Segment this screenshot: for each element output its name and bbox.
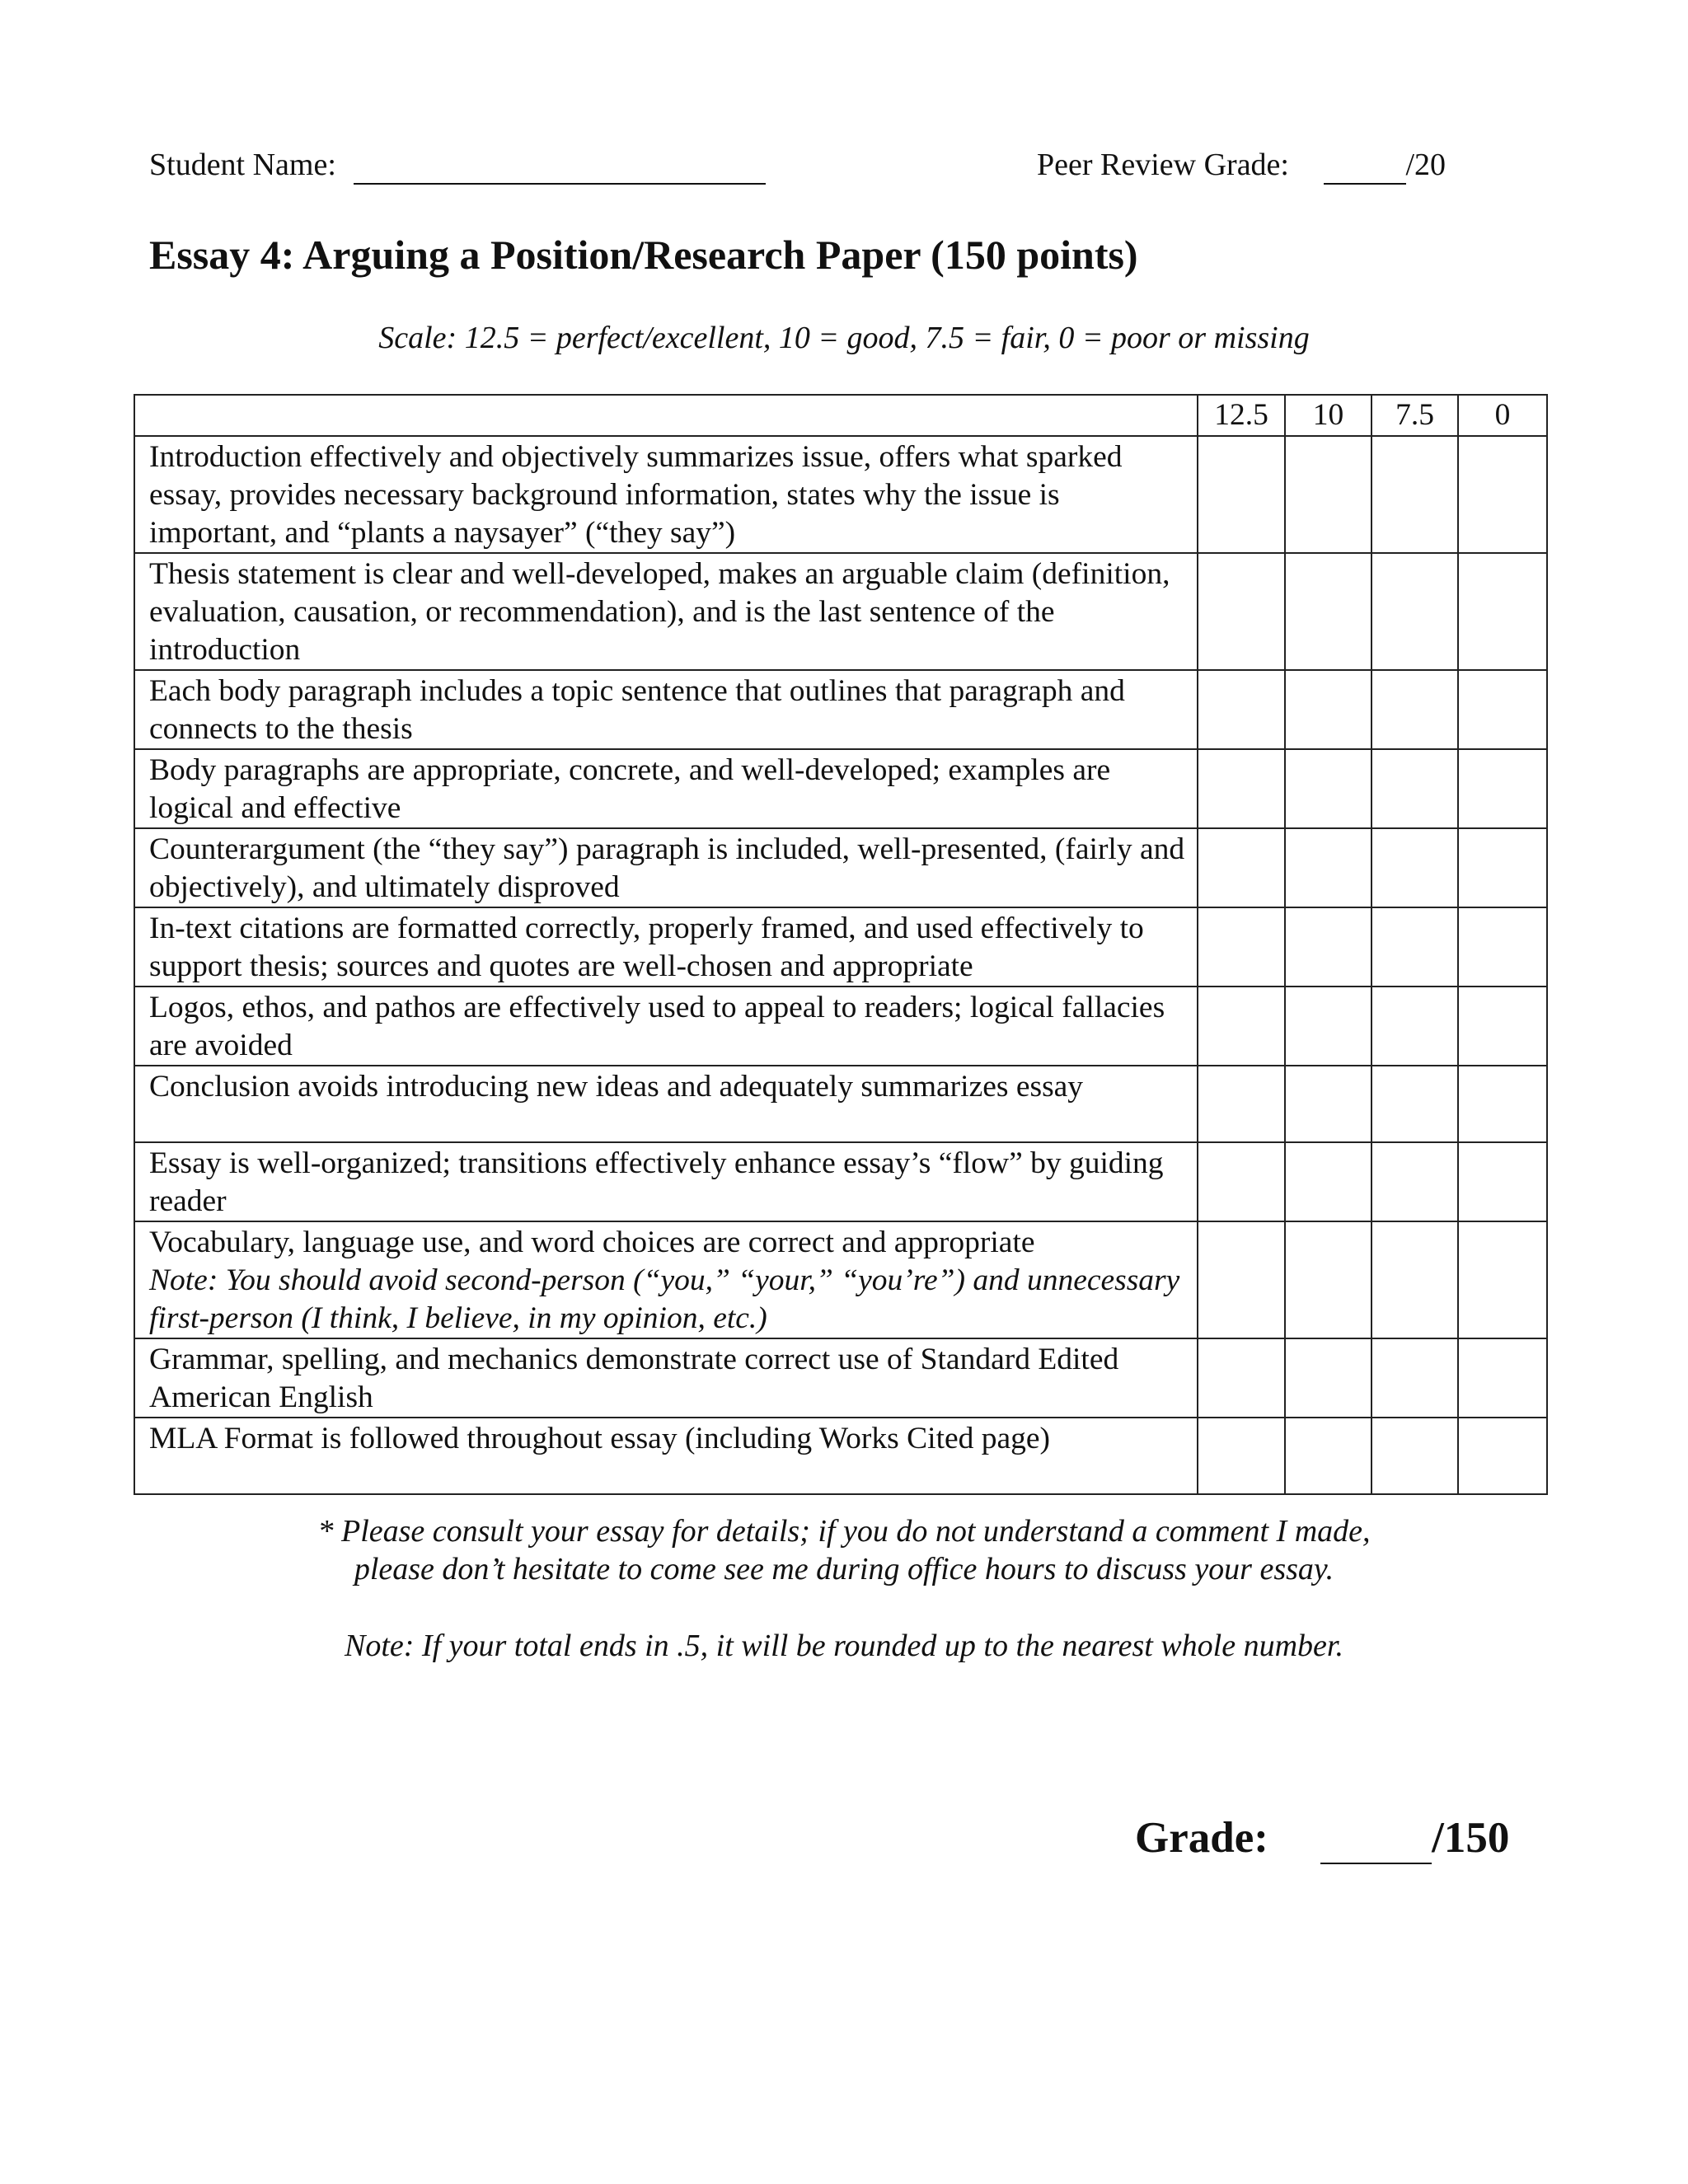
criterion-cell <box>134 987 1198 1066</box>
score-cell[interactable] <box>1372 828 1458 907</box>
criterion-text: Logos, ethos, and pathos are effectively used to appeal to readers; logical fallacies are avoided <box>149 991 1165 1062</box>
score-cell[interactable] <box>1372 1418 1458 1494</box>
score-cell[interactable] <box>1458 828 1547 907</box>
score-cell[interactable] <box>1285 828 1372 907</box>
score-cell[interactable] <box>1372 987 1458 1066</box>
score-cell[interactable] <box>1458 1418 1547 1494</box>
criterion-text: Thesis statement is clear and well-developed, makes an arguable claim (definition, evaluation, causation, or recommendation), and is the last sentence of the introduction <box>149 557 1170 667</box>
criterion-text: Body paragraphs are appropriate, concrete, and well-developed; examples are logical and effective <box>149 753 1111 825</box>
score-cell[interactable] <box>1198 436 1285 553</box>
score-cell[interactable] <box>1458 436 1547 553</box>
rubric-header-row <box>134 395 1547 436</box>
score-cell[interactable] <box>1372 1221 1458 1338</box>
score-cell[interactable] <box>1458 670 1547 749</box>
final-grade-field <box>1135 1813 1509 1864</box>
score-cell[interactable] <box>1285 1142 1372 1221</box>
score-cell[interactable] <box>1458 1221 1547 1338</box>
score-column-header: 10 <box>1285 395 1372 436</box>
rubric-row <box>134 828 1547 907</box>
criterion-cell <box>134 1066 1198 1142</box>
grade-blank[interactable] <box>1320 1813 1432 1864</box>
criterion-cell <box>134 749 1198 828</box>
grade-label: Grade: <box>1135 1814 1268 1862</box>
score-cell[interactable] <box>1198 553 1285 670</box>
score-cell[interactable] <box>1372 1142 1458 1221</box>
score-cell[interactable] <box>1285 987 1372 1066</box>
rubric-row <box>134 1338 1547 1418</box>
rubric-row <box>134 1142 1547 1221</box>
score-column-header: 0 <box>1458 395 1547 436</box>
rubric-row <box>134 670 1547 749</box>
criterion-text: Essay is well-organized; transitions effectively enhance essay’s “flow” by guiding reader <box>149 1146 1164 1218</box>
rubric-row <box>134 1418 1547 1494</box>
rounding-note: Note: If your total ends in .5, it will be rounded up to the nearest whole number. <box>344 1629 1343 1663</box>
score-cell[interactable] <box>1372 749 1458 828</box>
criterion-cell <box>134 670 1198 749</box>
criterion-cell <box>134 1418 1198 1494</box>
score-cell[interactable] <box>1198 987 1285 1066</box>
score-cell[interactable] <box>1372 553 1458 670</box>
scale-description: Scale: 12.5 = perfect/excellent, 10 = good, 7.5 = fair, 0 = poor or missing <box>378 321 1310 355</box>
page-title: Essay 4: Arguing a Position/Research Paper (150 points) <box>149 232 1138 278</box>
criterion-text: MLA Format is followed throughout essay (including Works Cited page) <box>149 1422 1051 1455</box>
score-cell[interactable] <box>1458 1066 1547 1142</box>
criterion-cell <box>134 907 1198 987</box>
criterion-text: Grammar, spelling, and mechanics demonstrate correct use of Standard Edited American English <box>149 1343 1119 1414</box>
score-cell[interactable] <box>1285 1338 1372 1418</box>
score-cell[interactable] <box>1285 749 1372 828</box>
score-cell[interactable] <box>1198 1338 1285 1418</box>
criterion-cell <box>134 1338 1198 1418</box>
score-cell[interactable] <box>1198 1418 1285 1494</box>
peer-review-blank[interactable] <box>1324 147 1406 185</box>
criterion-text: Introduction effectively and objectively summarizes issue, offers what sparked essay, provides necessary background information, states why the issue is important, and “plants a naysayer” (“they say”) <box>149 440 1123 550</box>
criterion-text: Conclusion avoids introducing new ideas and adequately summarizes essay <box>149 1070 1084 1104</box>
rubric-header-blank <box>134 395 1198 436</box>
score-cell[interactable] <box>1458 907 1547 987</box>
score-cell[interactable] <box>1285 907 1372 987</box>
criterion-text: In-text citations are formatted correctly, properly framed, and used effectively to support thesis; sources and quotes are well-chosen and appropriate <box>149 912 1144 983</box>
score-cell[interactable] <box>1285 670 1372 749</box>
criterion-text: Vocabulary, language use, and word choices are correct and appropriate <box>149 1226 1035 1259</box>
score-cell[interactable] <box>1198 1142 1285 1221</box>
rubric-row <box>134 907 1547 987</box>
peer-review-max: /20 <box>1405 148 1447 182</box>
peer-review-grade-field <box>1037 147 1446 185</box>
score-column-header: 7.5 <box>1372 395 1458 436</box>
rubric-table <box>134 394 1548 1495</box>
score-cell[interactable] <box>1198 670 1285 749</box>
score-cell[interactable] <box>1285 436 1372 553</box>
score-cell[interactable] <box>1285 1221 1372 1338</box>
score-cell[interactable] <box>1198 828 1285 907</box>
criterion-text: Counterargument (the “they say”) paragraph is included, well-presented, (fairly and objectively), and ultimately disproved <box>149 832 1185 904</box>
student-name-field <box>149 147 766 185</box>
criterion-cell <box>134 828 1198 907</box>
score-cell[interactable] <box>1198 749 1285 828</box>
criterion-cell <box>134 436 1198 553</box>
rubric-row <box>134 749 1547 828</box>
score-cell[interactable] <box>1372 1338 1458 1418</box>
score-cell[interactable] <box>1458 553 1547 670</box>
score-cell[interactable] <box>1285 1066 1372 1142</box>
score-cell[interactable] <box>1198 1066 1285 1142</box>
consult-note: * Please consult your essay for details; if you do not understand a comment I made, please don’t hesitate to come see me during office hours to discuss your essay. <box>317 1514 1371 1586</box>
score-cell[interactable] <box>1458 749 1547 828</box>
grade-max: /150 <box>1432 1814 1510 1862</box>
score-cell[interactable] <box>1458 1142 1547 1221</box>
score-cell[interactable] <box>1458 987 1547 1066</box>
criterion-text: Each body paragraph includes a topic sentence that outlines that paragraph and connects to the thesis <box>149 674 1125 746</box>
rubric-row <box>134 1066 1547 1142</box>
rubric-row <box>134 987 1547 1066</box>
score-cell[interactable] <box>1372 907 1458 987</box>
rubric-row <box>134 436 1547 553</box>
rubric-row <box>134 1221 1547 1338</box>
student-name-blank[interactable] <box>354 147 766 185</box>
criterion-note: Note: You should avoid second-person (“you,” “your,” “you’re”) and unnecessary first-person (I think, I believe, in my opinion, etc.) <box>149 1263 1180 1335</box>
criterion-cell <box>134 1221 1198 1338</box>
score-column-header: 12.5 <box>1198 395 1285 436</box>
score-cell[interactable] <box>1285 553 1372 670</box>
criterion-cell <box>134 1142 1198 1221</box>
criterion-cell <box>134 553 1198 670</box>
score-cell[interactable] <box>1372 670 1458 749</box>
rubric-row <box>134 553 1547 670</box>
peer-review-label: Peer Review Grade: <box>1037 148 1289 182</box>
score-cell[interactable] <box>1372 1066 1458 1142</box>
score-cell[interactable] <box>1458 1338 1547 1418</box>
score-cell[interactable] <box>1198 1221 1285 1338</box>
score-cell[interactable] <box>1372 436 1458 553</box>
student-name-label: Student Name: <box>149 148 336 182</box>
score-cell[interactable] <box>1198 907 1285 987</box>
score-cell[interactable] <box>1285 1418 1372 1494</box>
